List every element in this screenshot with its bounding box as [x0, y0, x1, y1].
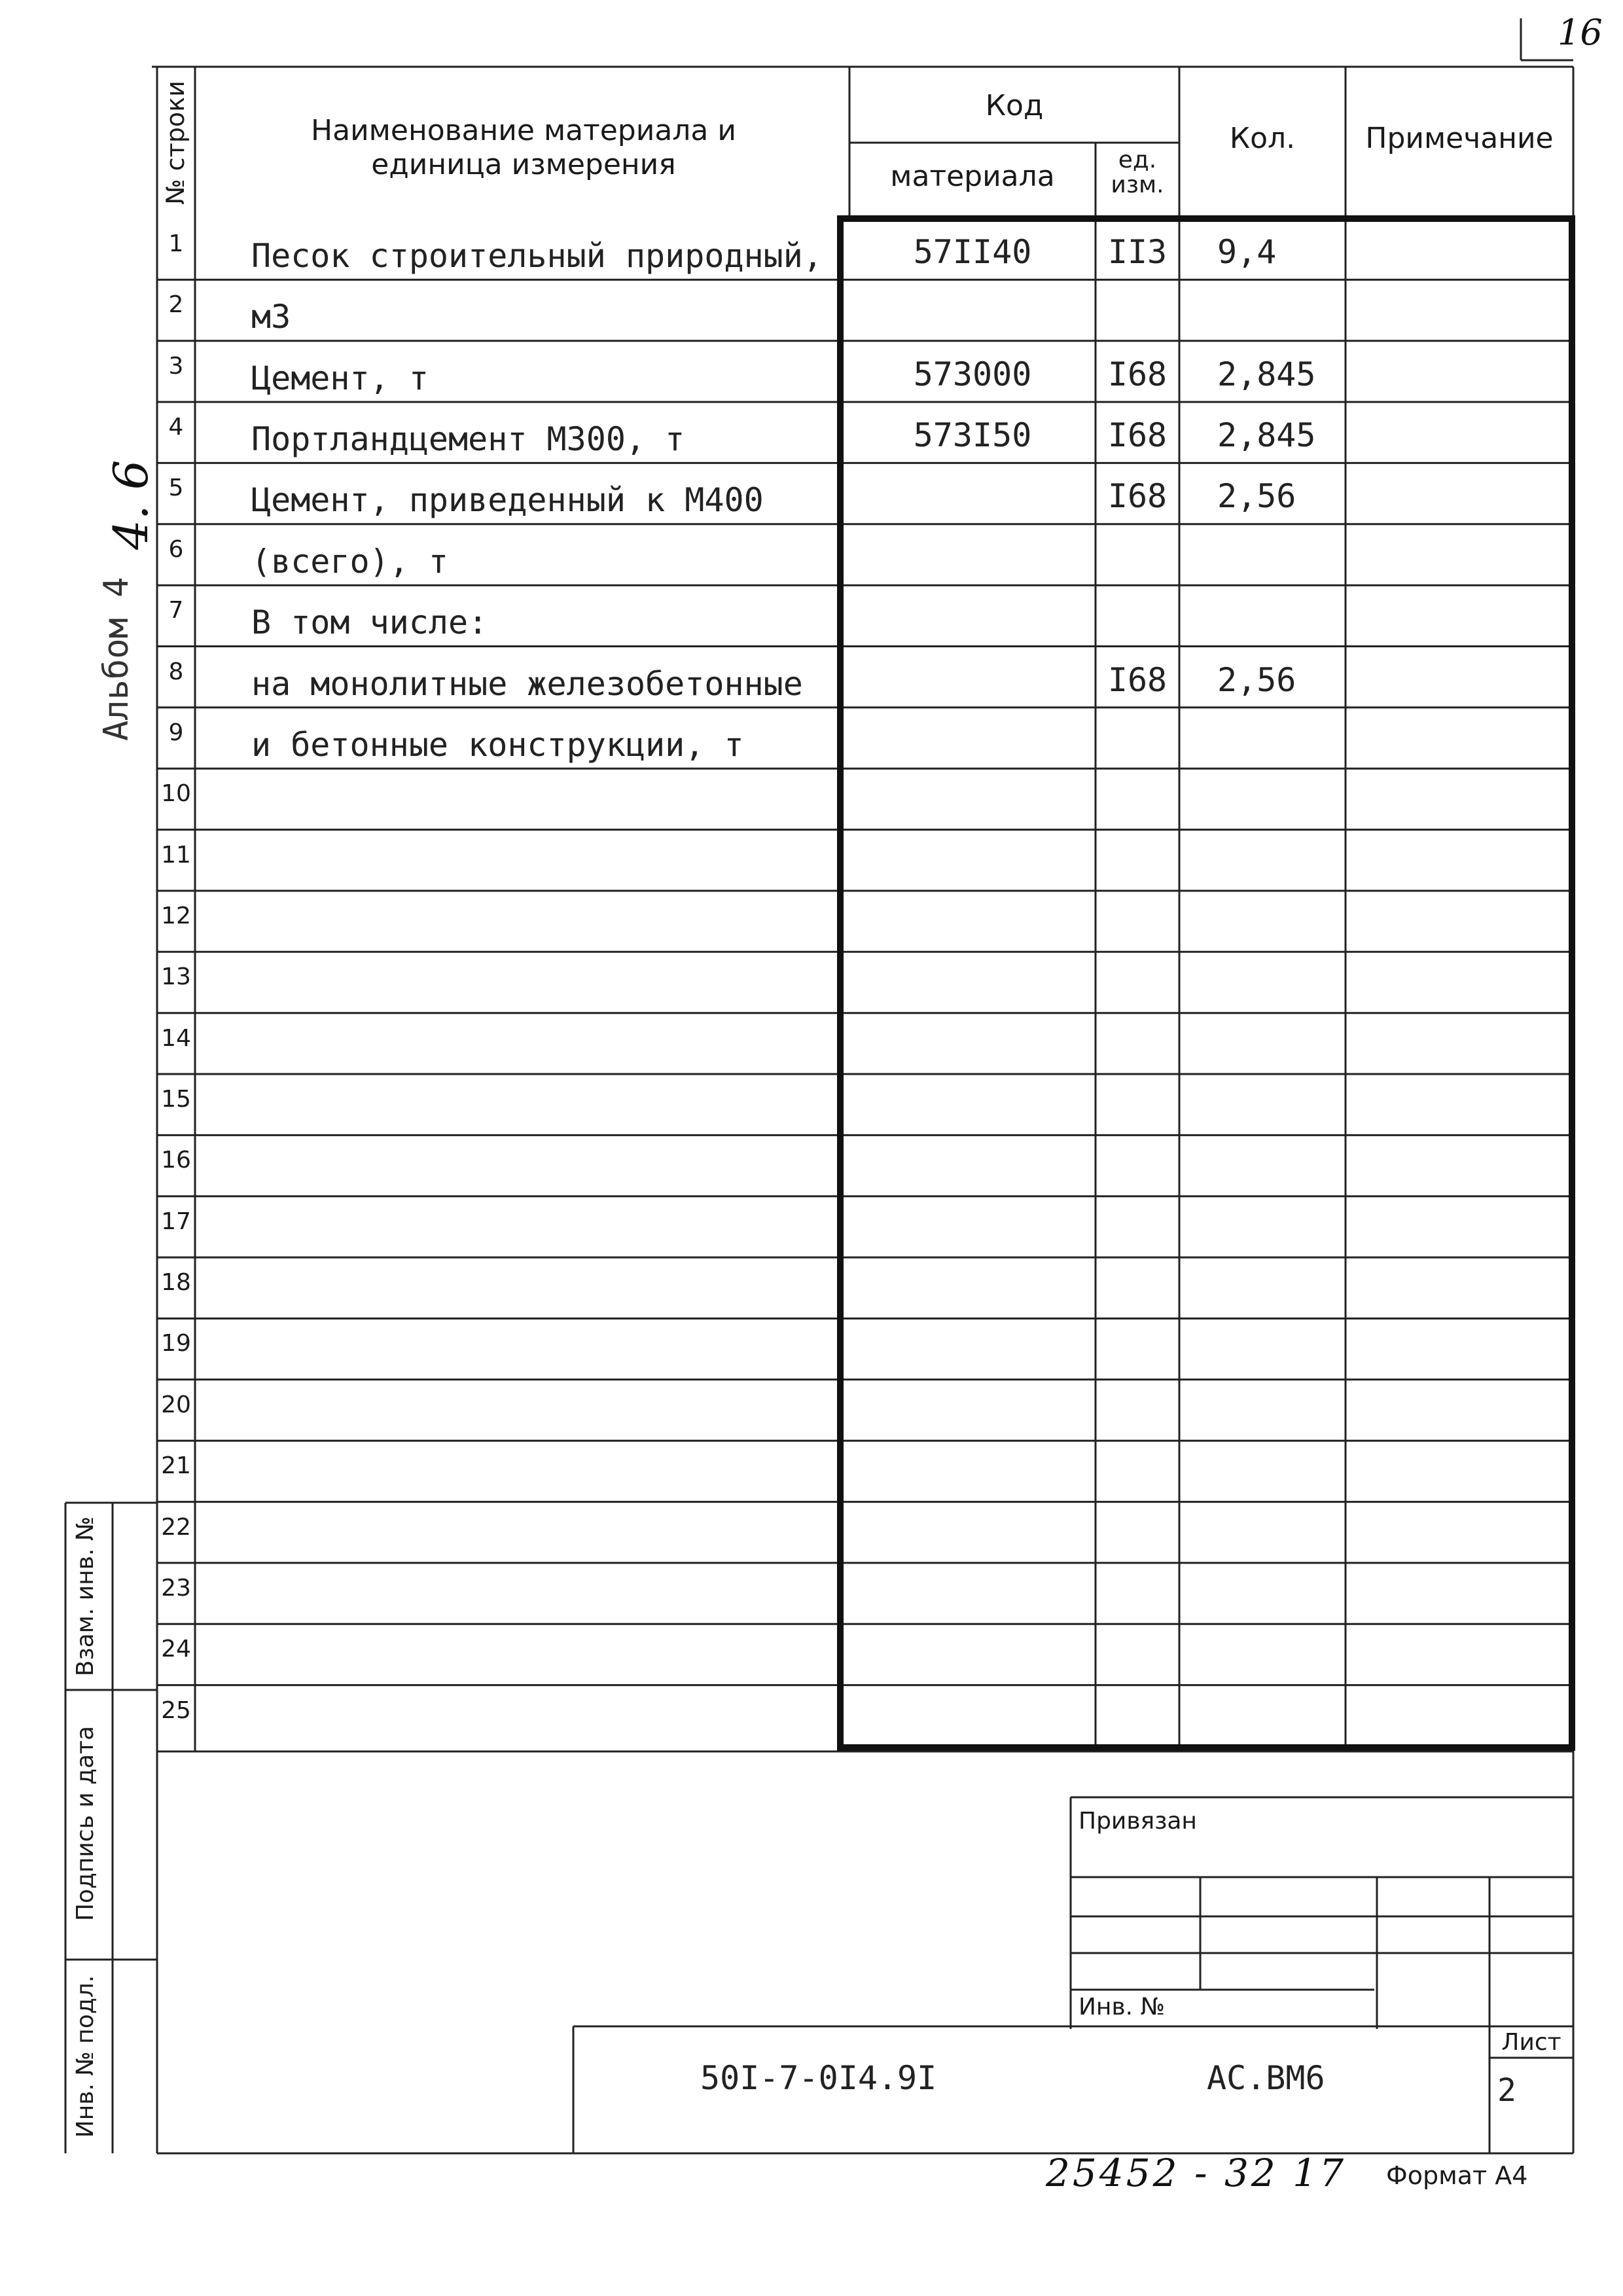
- sheet-number: 2: [1497, 2072, 1516, 2109]
- header-row-number: № строки: [161, 81, 190, 205]
- header-quantity: Кол.: [1229, 122, 1296, 155]
- row-number: 15: [161, 1086, 191, 1113]
- title-block-linked-label: Привязан: [1079, 1808, 1197, 1835]
- row-quantity: 9,4: [1217, 233, 1277, 271]
- row-number: 13: [161, 963, 191, 991]
- row-material-name: Цемент, приведенный к М400: [251, 481, 764, 520]
- row-quantity: 2,845: [1217, 416, 1316, 455]
- row-number: 22: [161, 1513, 191, 1541]
- stamp-replacement-inventory-no: Взам. инв. №: [72, 1516, 99, 1677]
- row-number: 12: [161, 902, 191, 929]
- row-material-name: В том числе:: [251, 603, 488, 642]
- sheet-label: Лист: [1501, 2029, 1561, 2056]
- row-quantity: 2,56: [1217, 477, 1296, 516]
- row-unit-code: I68: [1107, 660, 1168, 699]
- row-number: 10: [161, 780, 191, 808]
- row-unit-code: II3: [1107, 233, 1168, 271]
- stamp-signature-date: Подпись и дата: [72, 1725, 99, 1922]
- header-note: Примечание: [1365, 122, 1554, 155]
- row-number: 16: [161, 1147, 191, 1174]
- row-material-name: на монолитные железобетонные: [251, 664, 803, 703]
- row-number: 20: [161, 1391, 191, 1418]
- header-name: Наименование материала и единица измерения: [311, 114, 736, 181]
- row-material-code: 573000: [913, 355, 1032, 393]
- row-material-name: м3: [251, 298, 291, 336]
- album-label: Альбом 4: [97, 577, 136, 741]
- row-number: 5: [168, 475, 184, 502]
- header-code-unit: ед. изм.: [1111, 147, 1164, 198]
- header-code: Код: [985, 89, 1044, 122]
- row-number: 9: [168, 719, 184, 746]
- header-code-material: материала: [890, 160, 1055, 193]
- row-unit-code: I68: [1107, 416, 1168, 455]
- paper-format: Формат А4: [1386, 2161, 1528, 2190]
- title-block-inventory-label: Инв. №: [1079, 1994, 1166, 2020]
- row-number: 7: [168, 597, 184, 624]
- row-number: 25: [161, 1696, 191, 1724]
- document-mark: АС.ВМ6: [1207, 2059, 1325, 2097]
- archive-handwritten-number: 25452 - 32 17: [1046, 2151, 1347, 2195]
- row-number: 8: [168, 658, 184, 685]
- row-number: 11: [161, 841, 191, 869]
- document-code: 50I-7-0I4.9I: [700, 2059, 937, 2097]
- row-number: 19: [161, 1330, 191, 1357]
- row-quantity: 2,845: [1217, 355, 1316, 393]
- row-number: 18: [161, 1269, 191, 1297]
- row-material-code: 57II40: [913, 233, 1032, 271]
- row-number: 1: [168, 230, 184, 257]
- row-number: 14: [161, 1024, 191, 1052]
- row-number: 3: [168, 352, 184, 380]
- page-number: 16: [1558, 12, 1603, 53]
- row-unit-code: I68: [1107, 477, 1168, 516]
- row-number: 2: [168, 291, 184, 319]
- row-number: 23: [161, 1574, 191, 1602]
- row-number: 6: [168, 535, 184, 563]
- row-number: 24: [161, 1636, 191, 1663]
- row-material-name: и бетонные конструкции, т: [251, 725, 744, 764]
- row-quantity: 2,56: [1217, 660, 1296, 699]
- row-material-name: (всего), т: [251, 542, 449, 581]
- row-material-name: Портландцемент М300, т: [251, 420, 685, 459]
- row-material-name: Цемент, т: [251, 359, 429, 397]
- row-unit-code: I68: [1107, 355, 1168, 393]
- stamp-original-inventory-no: Инв. № подл.: [72, 1975, 99, 2138]
- row-number: 17: [161, 1208, 191, 1235]
- row-material-name: Песок строительный природный,: [251, 237, 823, 275]
- row-number: 21: [161, 1452, 191, 1480]
- row-number: 4: [168, 414, 184, 441]
- row-material-code: 573I50: [913, 416, 1032, 455]
- album-handwritten-number: 4. 6: [103, 459, 158, 550]
